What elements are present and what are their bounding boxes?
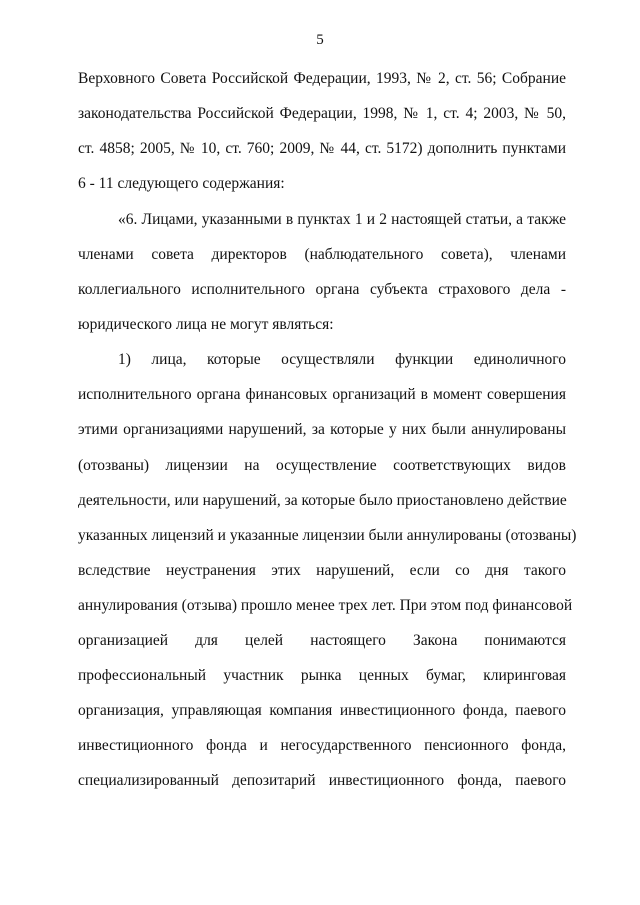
text-line: коллегиального исполнительного органа субъекта страхового дела - [78,281,566,298]
text-line: ст. 4858; 2005, № 10, ст. 760; 2009, № 44, ст. 5172) дополнить пунктами [78,140,566,157]
text-line: (отозваны) лицензии на осуществление соответствующих видов [78,457,566,474]
text-line: вследствие неустранения этих нарушений, если со дня такого [78,562,566,579]
text-line: членами совета директоров (наблюдательного совета), членами [78,246,566,263]
text-line: этими организациями нарушений, за которые у них были аннулированы [78,421,566,438]
paragraph-first-line: «6. Лицами, указанными в пунктах 1 и 2 настоящей статьи, а также [118,211,566,228]
text-line: организацией для целей настоящего Закона понимаются [78,632,566,649]
page-number: 5 [316,32,324,48]
text-line: специализированный депозитарий инвестиционного фонда, паевого [78,772,566,789]
text-line: законодательства Российской Федерации, 1998, № 1, ст. 4; 2003, № 50, [78,105,566,122]
text-line: юридического лица не могут являться: [78,316,334,333]
text-line: деятельности, или нарушений, за которые было приостановлено действие [78,492,567,509]
text-line: указанных лицензий и указанные лицензии были аннулированы (отозваны) [78,527,577,544]
list-item-first-line: 1) лица, которые осуществляли функции единоличного [118,351,566,368]
text-line: организация, управляющая компания инвестиционного фонда, паевого [78,702,566,719]
text-line: Верховного Совета Российской Федерации, 1993, № 2, ст. 56; Собрание [78,70,566,87]
text-line: аннулирования (отзыва) прошло менее трех лет. При этом под финансовой [78,597,573,614]
text-line: исполнительного органа финансовых организаций в момент совершения [78,386,566,403]
text-line: инвестиционного фонда и негосударственного пенсионного фонда, [78,737,566,754]
text-line: профессиональный участник рынка ценных бумаг, клиринговая [78,667,566,684]
text-line: 6 - 11 следующего содержания: [78,175,285,192]
